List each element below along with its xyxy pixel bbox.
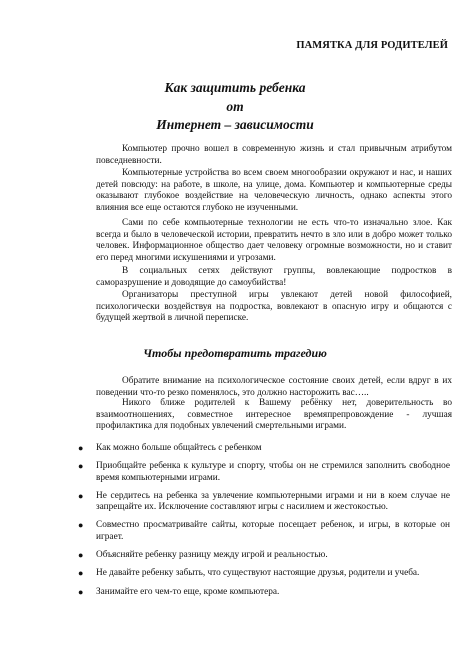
- bullet-icon: ●: [78, 520, 84, 531]
- title-line-3: Интернет – зависимости: [156, 117, 314, 132]
- section-subtitle: Чтобы предотвратить трагедию: [143, 346, 327, 360]
- title-line-2: от: [226, 99, 244, 114]
- page-header: ПАМЯТКА ДЛЯ РОДИТЕЛЕЙ: [296, 40, 448, 51]
- list-item-text: Совместно просматривайте сайты, которые посещает ребенок, и игры, в которые он играет.: [96, 520, 450, 542]
- list-item: [78, 550, 450, 561]
- list-item: [78, 491, 450, 514]
- bullet-icon: ●: [78, 490, 84, 501]
- list-item: [78, 568, 450, 579]
- list-item: [78, 461, 450, 484]
- paragraph-2: Компьютерные устройства во всем своем многообразии окружают и нас, и наших детей повсюду: на работе, в школе, на улице, дома. Компьютер и компьютерные среды оказывают глубокое воздействие на человеческую личность, однако аспекты этого влияния все еще остаются глубоко не изученными.: [96, 168, 452, 213]
- paragraph-5: Организаторы преступной игры увлекают детей новой философией, психологически воздействуя на подростка, вовлекают в опасную игру и общаются с будущей жертвой в личной переписке.: [96, 290, 452, 324]
- bullet-icon: ●: [78, 550, 84, 561]
- list-item-text: Не давайте ребенку забыть, что существуют настоящие друзья, родители и учеба.: [96, 568, 420, 579]
- paragraph-6: Обратите внимание на психологическое состояние своих детей, если вдруг в их поведении что-то резко поменялось, это должно насторожить вас…..: [96, 376, 452, 398]
- list-item-text: Как можно больше общайтесь с ребенком: [96, 443, 262, 453]
- title-line-1: Как защитить ребенка: [164, 80, 306, 95]
- paragraph-3: Сами по себе компьютерные технологии не есть что-то изначально злое. Как всегда и было в человеческой истории, превратить нечто в зло или в добро может только человек. Информационное общество дает человеку огромные возможности, но и ставит его перед многими искушениями и угрозами.: [96, 218, 452, 263]
- paragraph-7: Никого ближе родителей к Вашему ребёнку нет, доверительность во взаимоотношениях, совместное интересное времяпрепровождение - лучшая профилактика для подобных увлечений смертельными играми.: [96, 398, 452, 432]
- list-item-text: Занимайте его чем-то еще, кроме компьютера.: [96, 586, 280, 597]
- bullet-icon: ●: [78, 443, 84, 453]
- bullet-icon: ●: [78, 461, 84, 472]
- bullet-icon: ●: [78, 586, 84, 597]
- list-item: [78, 520, 450, 543]
- paragraph-4: В социальных сетях действуют группы, вовлекающие подростков в саморазрушение и доводящие до самоубийства!: [96, 266, 452, 288]
- list-item-text: Не сердитесь на ребенка за увлечение компьютерными играми и ни в коем случае не запрещайте их. Исключение составляют игры с насилием и жестокостью.: [96, 490, 450, 513]
- list-item: [78, 587, 450, 598]
- bullet-icon: ●: [78, 568, 84, 579]
- list-item-text: Приобщайте ребенка к культуре и спорту, чтобы он не стремился заполнить свободное время компьютерными играми.: [96, 461, 450, 483]
- rules-list: [78, 443, 450, 605]
- list-item-text: Объясняйте ребенку разницу между игрой и реальностью.: [96, 550, 328, 561]
- list-item: [78, 443, 450, 454]
- paragraph-1: Компьютер прочно вошел в современную жизнь и стал привычным атрибутом повседневности.: [96, 144, 452, 166]
